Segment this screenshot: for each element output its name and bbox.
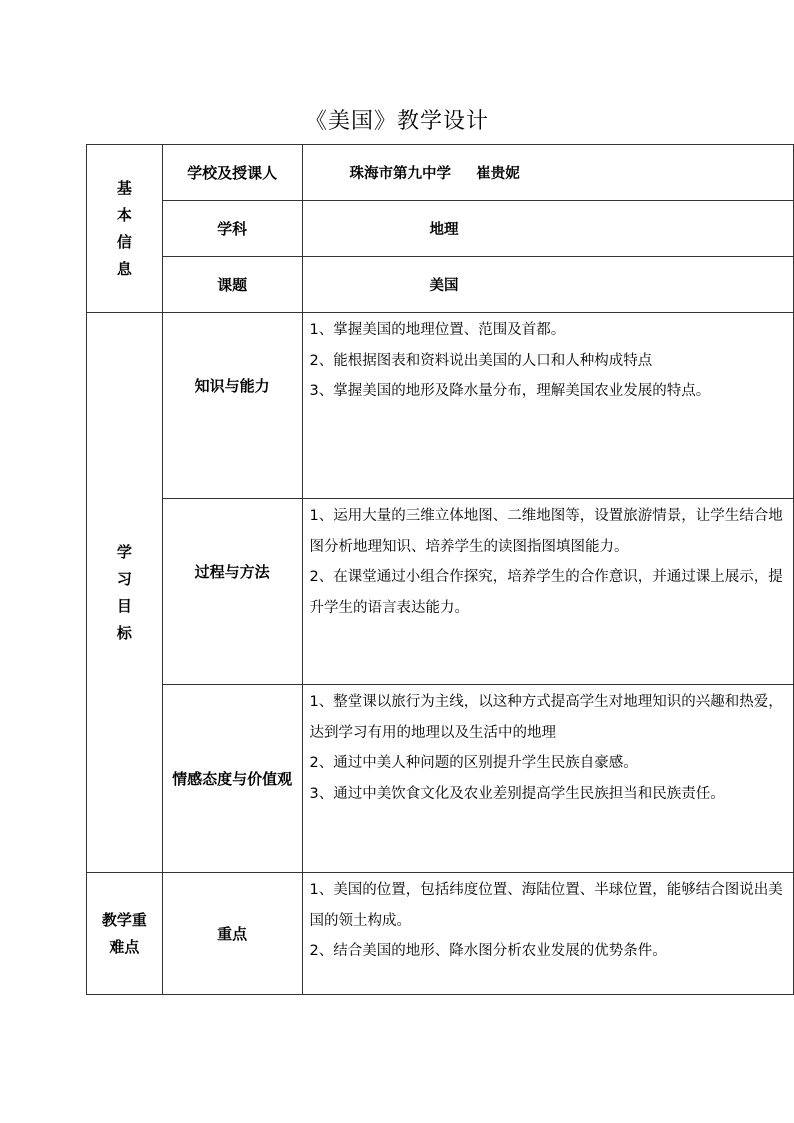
- process-method-label: 过程与方法: [162, 499, 302, 685]
- key-point-content: [302, 873, 793, 995]
- group-char: 目: [116, 596, 132, 615]
- content-line: 1、美国的位置，包括纬度位置、海陆位置、半球位置，能够结合图说出美国的领土构成。: [309, 882, 783, 929]
- key-points-group-label: [87, 873, 163, 995]
- group-text: 难点: [109, 937, 140, 956]
- school-teacher-label: 学校及授课人: [162, 145, 302, 201]
- content-line: 1、掌握美国的地理位置、范围及首都。: [309, 322, 566, 338]
- document-title: 《美国》教学设计: [304, 109, 489, 134]
- group-text: 教学重: [101, 910, 147, 929]
- content-line: 2、结合美国的地形、降水图分析农业发展的优势条件。: [309, 943, 667, 959]
- group-char: 习: [116, 569, 132, 588]
- content-line: 3、通过中美饮食文化及农业差别提高学生民族担当和民族责任。: [309, 785, 725, 802]
- group-char: 息: [116, 259, 132, 278]
- content-line: 3、掌握美国的地形及降水量分布，理解美国农业发展的特点。: [309, 383, 711, 399]
- knowledge-ability-label: 知识与能力: [162, 313, 302, 499]
- attitude-values-content: [302, 685, 793, 873]
- topic-label: 课题: [162, 257, 302, 313]
- subject-label: 学科: [162, 201, 302, 257]
- group-char: 本: [116, 205, 132, 224]
- topic-value: 美国: [302, 257, 793, 313]
- group-char: 标: [116, 623, 132, 642]
- content-line: 1、运用大量的三维立体地图、二维地图等，设置旅游情景，让学生结合地图分析地理知识、培养学生的读图指图填图能力。: [309, 508, 783, 555]
- attitude-values-label: 情感态度与价值观: [162, 685, 302, 873]
- knowledge-ability-content: [302, 313, 793, 499]
- content-line: 1、整堂课以旅行为主线，以这种方式提高学生对地理知识的兴趣和热爱，达到学习有用的地理以及生活中的地理: [309, 694, 783, 741]
- basic-info-group-label: [87, 145, 163, 313]
- group-char: 学: [116, 542, 132, 561]
- subject-value: 地理: [302, 201, 793, 257]
- key-point-label: 重点: [162, 873, 302, 995]
- process-method-content: [302, 499, 793, 685]
- group-char: 基: [116, 178, 132, 197]
- objectives-group-label: [87, 313, 163, 873]
- school-teacher-value: 珠海市第九中学 崔贵妮: [302, 145, 793, 201]
- lesson-plan-table: [86, 144, 794, 995]
- group-char: 信: [116, 232, 132, 251]
- content-line: 2、在课堂通过小组合作探究，培养学生的合作意识，并通过课上展示，提升学生的语言表达能力。: [309, 569, 783, 616]
- content-line: 2、能根据图表和资料说出美国的人口和人种构成特点: [309, 352, 653, 369]
- content-line: 2、通过中美人种问题的区别提升学生民族自豪感。: [309, 755, 638, 771]
